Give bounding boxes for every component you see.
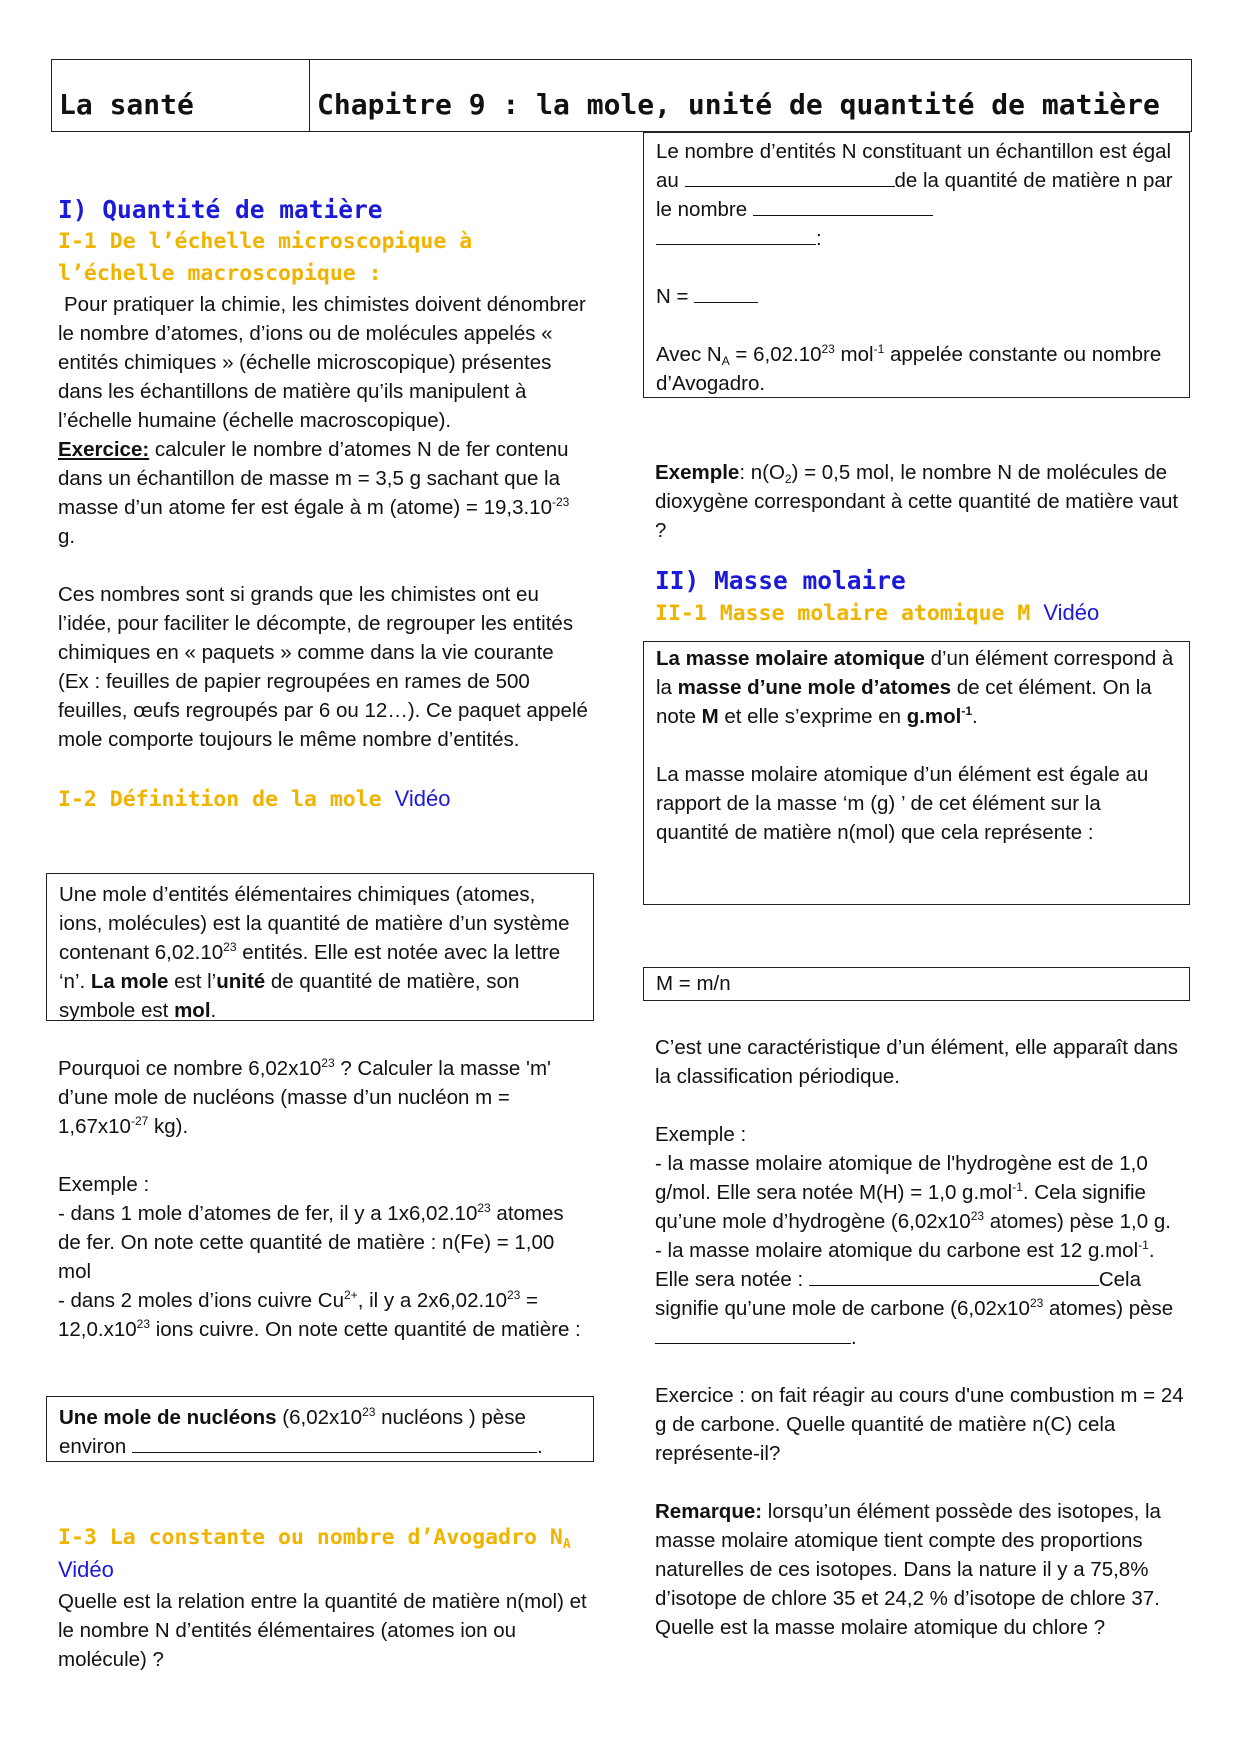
chapter-title: Chapitre 9 : la mole, unité de quantité de matière [317, 88, 1160, 121]
video-link-3[interactable]: Vidéo [1043, 600, 1100, 625]
paragraph-paquets: Ces nombres sont si grands que les chimistes ont eu l’idée, pour faciliter le décompte, de regrouper les entités chimiques en « paquets » comme dans la vie courante (Ex : feuilles de papier regroupées en rames de 500 feuilles, œufs regroupés par 6 ou 12…). Ce paquet appelé mole comporte toujours le même nombre d’entités. [58, 583, 588, 751]
example-cuivre: - dans 2 moles d’ions cuivre $Cu^{2+}$, il y a $2x6,02.10^{23} = 12,0.x10^{23}$ ions cuivre. On note cette quantité de matière : [58, 1288, 581, 1341]
remarque: Remarque: lorsqu’un élément possède des isotopes, la masse molaire atomique tient compte des proportions naturelles de ces isotopes. Dans la nature il y a 75,8% d’isotope de chlore 35 et 24,2 % d’isotope de chlore 37. Quelle est la masse molaire atomique du chlore ? [655, 1500, 1161, 1639]
section-1-title: I) Quantité de matière [58, 195, 383, 224]
section-2-title: II) Masse molaire [655, 566, 906, 595]
exercise-1: Exercice: calculer le nombre d’atomes N de fer contenu dans un échantillon de masse m = 3,5 g sachant que la masse d’un atome fer est égale à m (atome) = $19,3.10^{-23}$ g. [58, 438, 570, 548]
section-1-3-title: I-3 La constante ou nombre d’Avogadro $N_A$ Vidéo [58, 1525, 571, 1582]
section-1-1-title: I-1 De l’échelle microscopique à l’échelle macroscopique : [58, 229, 473, 286]
example-fer: - dans 1 mole d’atomes de fer, il y a 1x6,02.10$^{23}$ atomes de fer. On note cette quantité de matière : n(Fe) = 1,00 mol [58, 1201, 564, 1283]
subject-cell: La santé [52, 60, 310, 131]
section-1-3 [58, 1522, 588, 1674]
fill-blank[interactable] [655, 1323, 851, 1344]
paragraph-intro: Pour pratiquer la chimie, les chimistes doivent dénombrer le nombre d’atomes, d’ions ou de molécules appelés « entités chimiques » (échelle microscopique) présentes dans les échantillons de matière qu’ils manipulent à l’échelle humaine (échelle macroscopique). [58, 293, 586, 432]
example-o2: Exemple: $n(O_2) = 0,5$ mol, le nombre N de molécules de dioxygène correspondant à cette quantité de matière vaut ? [655, 461, 1179, 542]
fill-blank[interactable] [656, 224, 816, 245]
formula-box: M = m/n [643, 967, 1190, 1001]
definition-box: Une mole d’entités élémentaires chimiques (atomes, ions, molécules) est la quantité de matière d’un système contenant 6,02.10$^{23}$ entités. Elle est notée avec la lettre ‘n’. La mole est l’unité de quantité de matière, son symbole est mol. [46, 873, 594, 1021]
video-link[interactable]: Vidéo [394, 786, 451, 811]
section-1-2-title: I-2 Définition de la mole Vidéo [58, 786, 451, 812]
section-2-1-title: II-1 Masse molaire atomique M Vidéo [655, 600, 1100, 626]
example-carbone: - la masse molaire atomique du carbone est 12 g.mol$^{-1}$. Elle sera notée : Cela signifie qu’une mole de carbone ($6,02x10^{23}$ atomes) pèse . [655, 1238, 1174, 1349]
relation-box: Le nombre d’entités N constituant un échantillon est égal au de la quantité de matière n par le nombre : N = Avec $N_A = 6,02.10^{23}$ mol$^{-1}$ appelée constante ou nombre d’Avogadro. [643, 132, 1190, 398]
question-why: Pourquoi ce nombre $6,02x10^{23}$ ? Calculer la masse 'm' d’une mole de nucléons (masse d’un nucléon $m = 1,67x10^{-27}$ kg). [58, 1056, 551, 1138]
fill-blank[interactable] [694, 282, 758, 303]
relation-question: Quelle est la relation entre la quantité de matière n(mol) et le nombre N d’entités élémentaires (atomes ion ou molécule) ? [58, 1590, 587, 1671]
nucleons-box: Une mole de nucléons ($6,02x10^{23}$ nucléons ) pèse environ . [46, 1396, 594, 1462]
caracteristique: C’est une caractéristique d’un élément, elle apparaît dans la classification périodique. [655, 1036, 1179, 1088]
left-examples [58, 1054, 588, 1344]
masse-molaire-box: La masse molaire atomique d’un élément correspond à la masse d’une mole d’atomes de cet élément. On la note M et elle s’exprime en g.mol$^{-1}$. La masse molaire atomique d’un élément est égale au rapport de la masse ‘m (g) ’ de cet élément sur la quantité de matière n(mol) que cela représente : [643, 641, 1190, 905]
fill-blank[interactable] [753, 195, 933, 216]
right-column-bottom [655, 1033, 1185, 1642]
right-column-mid [655, 458, 1185, 630]
header-table [51, 59, 1192, 132]
example-hydrogene: - la masse molaire atomique de l'hydrogène est de 1,0 g/mol. Elle sera notée M(H) = 1,0 g.mol$^{-1}$. Cela signifie qu’une mole d’hydrogène ($6,02x10^{23}$ atomes) pèse 1,0 g. [655, 1152, 1171, 1233]
fill-blank[interactable] [809, 1265, 1099, 1286]
exercise-carbone: Exercice : on fait réagir au cours d'une combustion m = 24 g de carbone. Quelle quantité de matière n(C) cela représente-il? [655, 1384, 1184, 1465]
fill-blank[interactable] [132, 1432, 537, 1453]
left-column [58, 194, 588, 816]
fill-blank[interactable] [685, 166, 895, 187]
example-label: Exemple : [58, 1173, 150, 1196]
example-label-2: Exemple : [655, 1123, 747, 1146]
video-link-2[interactable]: Vidéo [58, 1557, 114, 1582]
